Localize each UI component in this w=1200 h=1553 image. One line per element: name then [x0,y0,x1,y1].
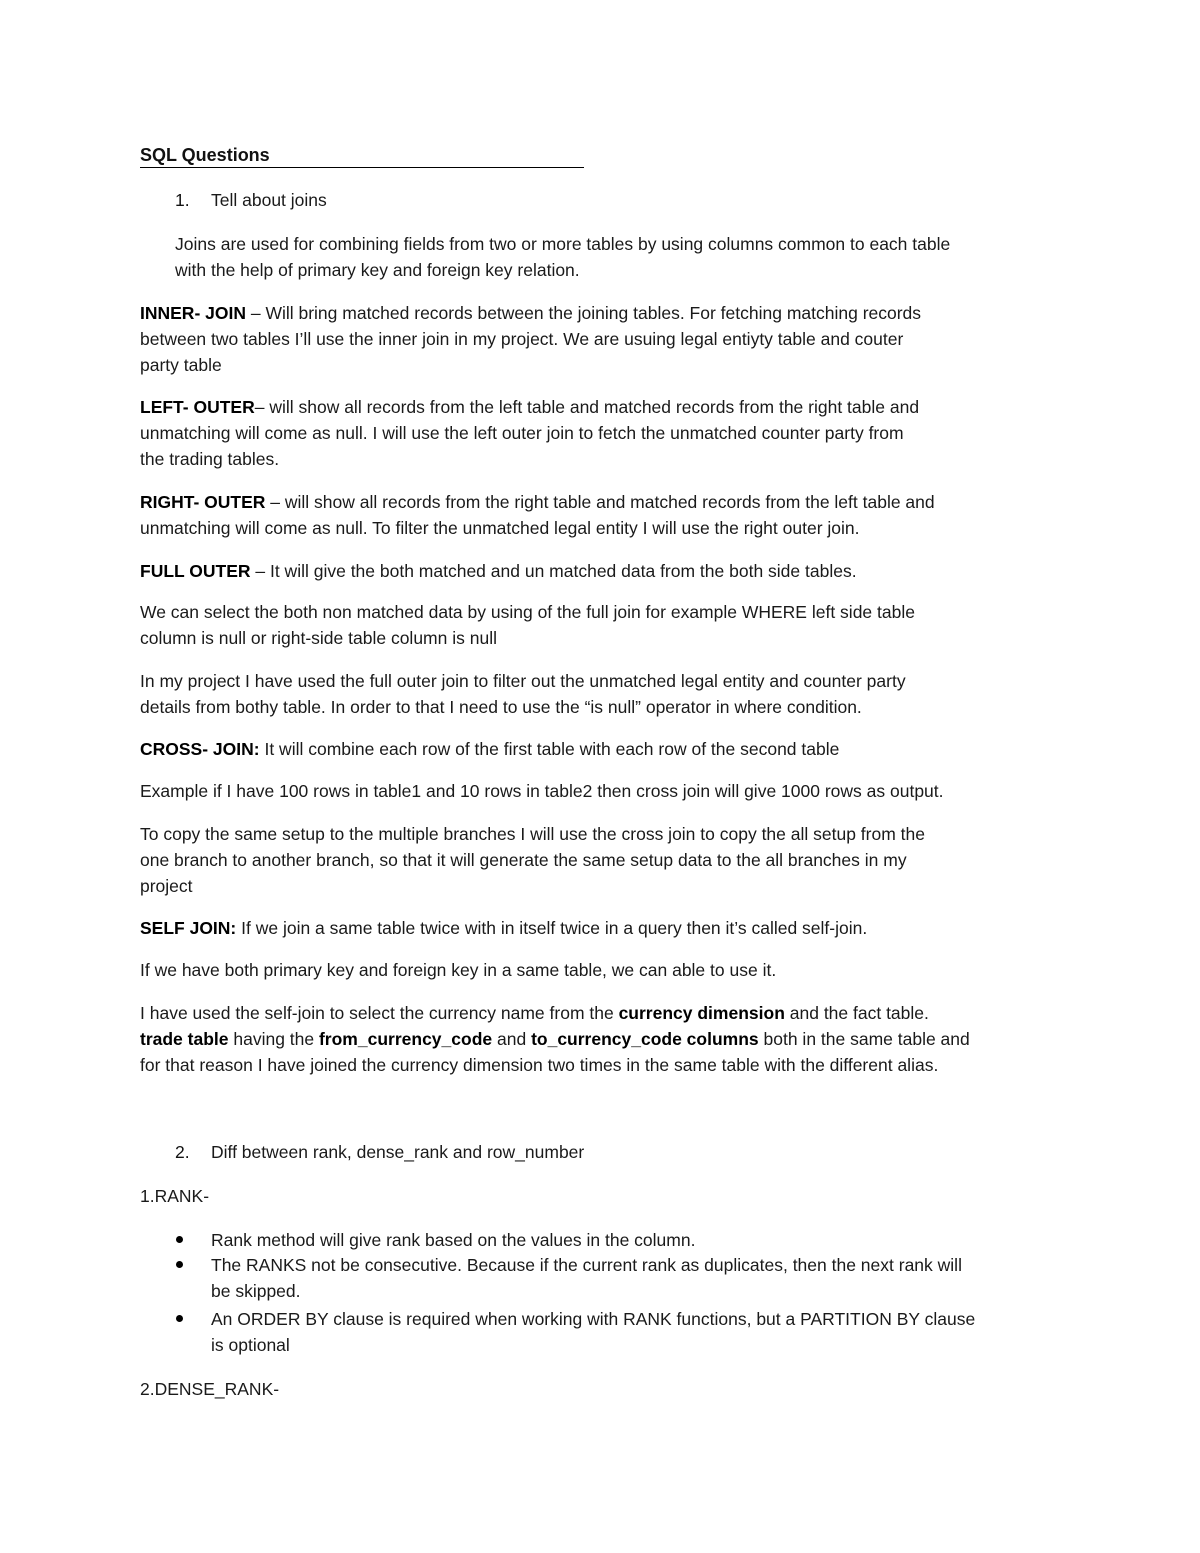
full-note-line-2: column is null or right-side table column is null [140,628,497,648]
left-outer-label: LEFT- OUTER [140,397,255,417]
bullet-3 [176,1315,183,1322]
rank-bullet-2-line-1: The RANKS not be consecutive. Because if the current rank as duplicates, then the next rank will [211,1255,962,1275]
rank-heading: 1.RANK- [140,1186,210,1206]
page-title: SQL Questions [140,144,584,168]
inner-join-line-2: between two tables I’ll use the inner join in my project. We are usuing legal entiyty table and couter [140,329,904,349]
full-outer-label: FULL OUTER [140,561,251,581]
right-outer-line-2: unmatching will come as null. To filter the unmatched legal entity I will use the right outer join. [140,518,860,538]
cross-example: Example if I have 100 rows in table1 and 10 rows in table2 then cross join will give 1000 rows as output. [140,781,944,801]
cross-join-label: CROSS- JOIN: [140,739,260,759]
self-project-line-2: trade table having the from_currency_code and to_currency_code columns both in the same table and [140,1029,970,1049]
rank-bullet-3-line-2: is optional [211,1335,290,1355]
left-outer-line-2: unmatching will come as null. I will use the left outer join to fetch the unmatched counter party from [140,423,904,443]
cross-project-line-3: project [140,876,193,896]
bullet-1 [176,1236,183,1243]
self-join-label: SELF JOIN: [140,918,237,938]
question-number-1: 1. [175,190,190,210]
inner-join-line-3: party table [140,355,222,375]
question-2-text: Diff between rank, dense_rank and row_number [211,1142,585,1162]
joins-intro-line-2: with the help of primary key and foreign key relation. [175,260,580,280]
self-note: If we have both primary key and foreign key in a same table, we can able to use it. [140,960,777,980]
full-project-line-1: In my project I have used the full outer join to filter out the unmatched legal entity and counter party [140,671,906,691]
self-project-line-3: for that reason I have joined the currency dimension two times in the same table with the different alias. [140,1055,939,1075]
right-outer-line-1: RIGHT- OUTER – will show all records from the right table and matched records from the left table and [140,492,935,512]
cross-join-line-1: CROSS- JOIN: It will combine each row of the first table with each row of the second table [140,739,840,759]
cross-project-line-2: one branch to another branch, so that it will generate the same setup data to the all branches in my [140,850,907,870]
self-project-line-1: I have used the self-join to select the currency name from the currency dimension and the fact table. [140,1003,929,1023]
inner-join-line-1: INNER- JOIN – Will bring matched records between the joining tables. For fetching matching records [140,303,922,323]
rank-bullet-2-line-2: be skipped. [211,1281,301,1301]
self-join-line-1: SELF JOIN: If we join a same table twice with in itself twice in a query then it’s called self-join. [140,918,868,938]
cross-project-line-1: To copy the same setup to the multiple branches I will use the cross join to copy the all setup from the [140,824,925,844]
inner-join-label: INNER- JOIN [140,303,246,323]
left-outer-line-3: the trading tables. [140,449,280,469]
right-outer-label: RIGHT- OUTER [140,492,266,512]
rank-bullet-1: Rank method will give rank based on the values in the column. [211,1230,696,1250]
left-outer-line-1: LEFT- OUTER– will show all records from the left table and matched records from the right table and [140,397,920,417]
full-outer-line-1: FULL OUTER – It will give the both matched and un matched data from the both side tables. [140,561,857,581]
full-note-line-1: We can select the both non matched data by using of the full join for example WHERE left side table [140,602,915,622]
rank-bullet-3-line-1: An ORDER BY clause is required when working with RANK functions, but a PARTITION BY clause [211,1309,976,1329]
bullet-2 [176,1261,183,1268]
full-project-line-2: details from bothy table. In order to that I need to use the “is null” operator in where condition. [140,697,862,717]
question-1-text: Tell about joins [211,190,327,210]
dense-rank-heading: 2.DENSE_RANK- [140,1379,280,1399]
question-number-2: 2. [175,1142,190,1162]
joins-intro-line-1: Joins are used for combining fields from two or more tables by using columns common to each table [175,234,951,254]
